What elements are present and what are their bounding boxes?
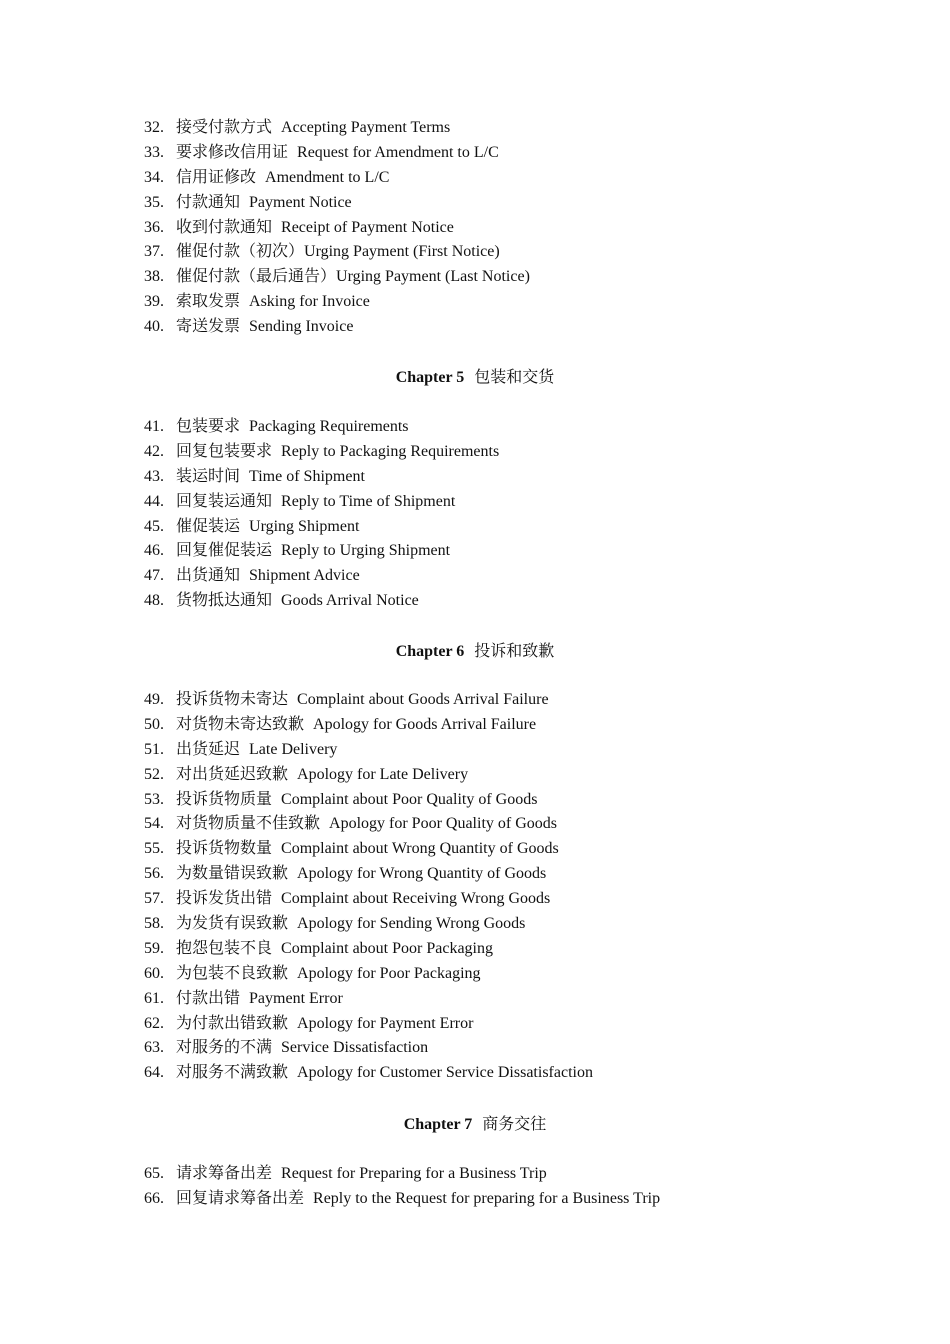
toc-item: 52. 对出货延迟致歉 Apology for Late Delivery [144,765,469,783]
toc-item: 59. 抱怨包装不良 Complaint about Poor Packaging [144,939,493,957]
chapter-5-label: Chapter 5 [395,369,465,386]
toc-item: 42. 回复包装要求 Reply to Packaging Requirements [144,442,500,460]
toc-item: 44. 回复装运通知 Reply to Time of Shipment [144,492,456,510]
toc-item: 53. 投诉货物质量 Complaint about Poor Quality of Goods [144,790,538,808]
chapter-6-heading [0,640,950,664]
toc-item: 48. 货物抵达通知 Goods Arrival Notice [144,592,419,610]
toc-item: 38. 催促付款（最后通告）Urging Payment (Last Notice) [144,268,530,286]
toc-list-chapter-7 [144,1162,844,1212]
chapter-7-heading [0,1113,950,1137]
toc-item: 36. 收到付款通知 Receipt of Payment Notice [144,218,454,236]
toc-item: 51. 出货延迟 Late Delivery [144,740,338,758]
chapter-6-title: 投诉和致歉 [474,643,555,660]
toc-item: 57. 投诉发货出错 Complaint about Receiving Wrong Goods [144,890,551,908]
toc-item: 60. 为包装不良致歉 Apology for Poor Packaging [144,964,481,982]
toc-item: 35. 付款通知 Payment Notice [144,193,352,211]
toc-item: 50. 对货物未寄达致歉 Apology for Goods Arrival Failure [144,715,537,733]
toc-item: 64. 对服务不满致歉 Apology for Customer Service Dissatisfaction [144,1064,593,1082]
toc-item: 49. 投诉货物未寄达 Complaint about Goods Arrival Failure [144,691,549,708]
toc-item: 54. 对货物质量不佳致歉 Apology for Poor Quality of Goods [144,815,557,833]
toc-item: 33. 要求修改信用证 Request for Amendment to L/C [144,143,499,161]
toc-list-chapter-5 [144,415,844,614]
toc-item: 58. 为发货有误致歉 Apology for Sending Wrong Goods [144,915,526,933]
toc-item: 34. 信用证修改 Amendment to L/C [144,168,390,186]
toc-list-chapter-6 [144,688,844,1086]
toc-item: 66. 回复请求筹备出差 Reply to the Request for preparing for a Business Trip [144,1189,661,1207]
chapter-7-label: Chapter 7 [403,1116,473,1133]
chapter-7-title: 商务交往 [482,1116,547,1133]
toc-list-chapter-4 [144,116,844,340]
toc-item: 55. 投诉货物数量 Complaint about Wrong Quantity of Goods [144,840,559,858]
toc-item: 65. 请求筹备出差 Request for Preparing for a Business Trip [144,1165,547,1182]
toc-item: 47. 出货通知 Shipment Advice [144,567,360,585]
chapter-5-heading [0,366,950,390]
toc-item: 41. 包装要求 Packaging Requirements [144,418,409,435]
toc-item: 45. 催促装运 Urging Shipment [144,517,360,535]
toc-item: 62. 为付款出错致歉 Apology for Payment Error [144,1014,474,1032]
chapter-5-title: 包装和交货 [474,369,555,386]
toc-item: 46. 回复催促装运 Reply to Urging Shipment [144,542,451,560]
toc-item: 61. 付款出错 Payment Error [144,989,343,1007]
toc-item: 43. 装运时间 Time of Shipment [144,467,365,485]
chapter-6-label: Chapter 6 [395,643,465,660]
toc-item: 56. 为数量错误致歉 Apology for Wrong Quantity of Goods [144,865,547,883]
toc-item: 32. 接受付款方式 Accepting Payment Terms [144,119,451,136]
toc-item: 39. 索取发票 Asking for Invoice [144,293,370,311]
toc-item: 37. 催促付款（初次）Urging Payment (First Notice) [144,243,500,261]
toc-item: 63. 对服务的不满 Service Dissatisfaction [144,1039,429,1057]
toc-item: 40. 寄送发票 Sending Invoice [144,318,354,336]
